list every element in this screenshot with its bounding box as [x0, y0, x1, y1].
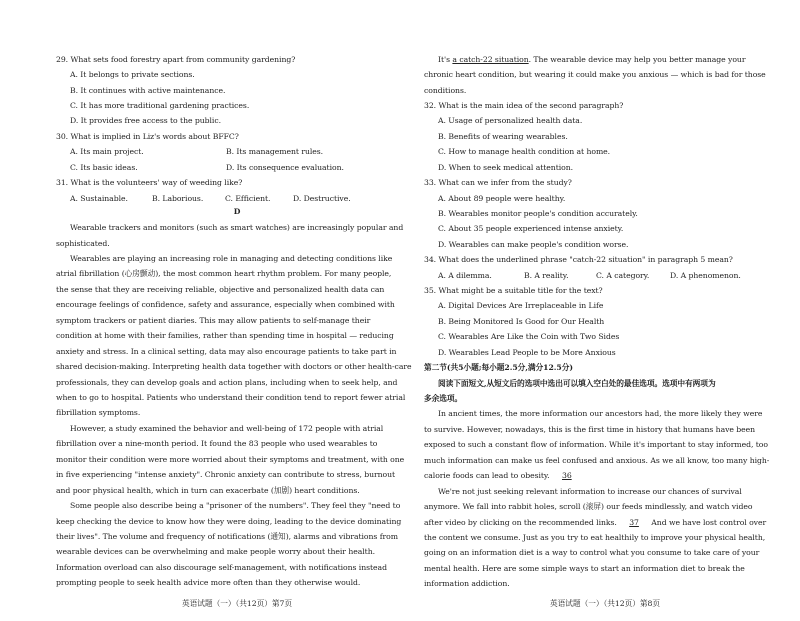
passage-line: Wearables are playing an increasing role in managing and detecting conditions like [70, 254, 393, 263]
q30-option-a: A. Its main project. [70, 147, 144, 156]
q29-option-b: B. It continues with active maintenance. [70, 86, 226, 95]
passage-line: chronic heart condition, but wearing it could make you anxious — which is bad for those [424, 70, 766, 79]
passage-line: keep checking the device to know how they were doing, leading to the device dominating [56, 517, 402, 526]
question-31-stem: 31. What is the volunteers' way of weeding like? [56, 178, 243, 187]
passage-line: Wearable trackers and monitors (such as smart watches) are increasingly popular and [70, 223, 404, 232]
q35-option-c: C. Wearables Are Like the Coin with Two Sides [438, 332, 620, 341]
passage2-line: to survive. However, nowadays, this is the first time in history that humans have been [424, 425, 756, 434]
passage-line: prompting people to seek health advice more often than they otherwise would. [56, 578, 361, 587]
passage2-line: exposed to such a constant flow of information. While it's important to stay informed, too [424, 440, 768, 449]
passage-line: shared decision-making. Interpreting health data together with doctors or other health-care [56, 362, 412, 371]
q35-option-b: B. Being Monitored Is Good for Our Health [438, 317, 605, 326]
q34-option-b: B. A reality. [524, 271, 569, 280]
q32-option-b: B. Benefits of wearing wearables. [438, 132, 568, 141]
section-2-title: 第二节(共5小题;每小题2.5分,满分12.5分) [424, 363, 573, 372]
page-footer-right: 英语试题（一）（共12页）第8页 [550, 599, 660, 608]
passage-line: encourage feelings of confidence, safety and assurance, especially when combined with [56, 300, 395, 309]
section-letter: D [233, 207, 241, 216]
q31-option-d: D. Destructive. [293, 194, 351, 203]
passage-text: It's [438, 55, 453, 64]
passage-text: And we have lost control over [651, 518, 767, 527]
question-29-stem: 29. What sets food forestry apart from community gardening? [56, 55, 296, 64]
question-33-stem: 33. What can we infer from the study? [424, 178, 572, 187]
passage-line: when to go to hospital. Patients who understand their condition tend to report fewer atrial [56, 393, 406, 402]
section-2-instructions: 多余选项。 [424, 394, 463, 403]
passage-line: symptom trackers or patient diaries. This may allow patients to self-manage their [56, 316, 371, 325]
passage-line: anxiety and stress. In a clinical setting, data may also encourage patients to take part in [56, 347, 397, 356]
q32-option-c: C. How to manage health condition at home. [438, 147, 611, 156]
passage2-line: mental health. Here are some simple ways to start an information diet to break the [424, 564, 745, 573]
passage-line: sophisticated. [56, 239, 110, 248]
q35-option-d: D. Wearables Lead People to be More Anxious [438, 348, 616, 357]
q34-option-c: C. A category. [596, 271, 650, 280]
question-30-stem: 30. What is implied in Liz's words about BFFC? [56, 132, 239, 141]
passage2-line: going on an information diet is a way to control what you consume to take care of your [424, 548, 760, 557]
question-35-stem: 35. What might be a suitable title for the text? [424, 286, 603, 295]
q32-option-d: D. When to seek medical attention. [438, 163, 574, 172]
q32-option-a: A. Usage of personalized health data. [438, 116, 583, 125]
page-footer-left: 英语试题（一）（共12页）第7页 [182, 599, 292, 608]
q31-option-a: A. Sustainable. [70, 194, 128, 203]
passage-line: Some people also describe being a "prisoner of the numbers". They feel they "need to [70, 501, 401, 510]
passage-line: However, a study examined the behavior and well-being of 172 people with atrial [70, 424, 384, 433]
passage-line: Information overload can also discourage self-management, with notifications instead [56, 563, 387, 572]
q34-option-a: A. A dilemma. [438, 271, 492, 280]
passage-line: and poor physical health, which in turn can exacerbate (加剧) heart conditions. [56, 486, 360, 495]
passage2-line: We're not just seeking relevant information to increase our chances of survival [438, 487, 742, 496]
q30-option-c: C. Its basic ideas. [70, 163, 138, 172]
section-2-instructions: 阅读下面短文,从短文后的选项中选出可以填入空白处的最佳选项。选项中有两项为 [438, 379, 716, 388]
passage-line: atrial fibrillation (心房颤动), the most common heart rhythm problem. For many people, [56, 269, 392, 278]
q33-option-b: B. Wearables monitor people's condition accurately. [438, 209, 638, 218]
passage-line: fibrillation over a nine-month period. It found the 83 people who used wearables to [56, 439, 378, 448]
passage-line: condition at home with their families, rather than spending time in hospital — reducing [56, 331, 394, 340]
passage-line: in five experiencing "intense anxiety". Chronic anxiety can contribute to stress, burnout [56, 470, 396, 479]
passage2-line [424, 517, 766, 529]
q33-option-c: C. About 35 people experienced intense anxiety. [438, 224, 624, 233]
underlined-phrase: a catch-22 situation [452, 55, 529, 64]
passage-line: their lives". The volume and frequency of notifications (通知), alarms and vibrations from [56, 532, 398, 541]
passage-last-paragraph [438, 54, 745, 66]
passage-text: . The wearable device may help you better manage your [528, 55, 746, 64]
passage-line: monitor their condition were more worried about their symptoms and treatment, with one [56, 455, 405, 464]
q31-option-b: B. Laborious. [152, 194, 204, 203]
q35-option-a: A. Digital Devices Are Irreplaceable in Life [438, 301, 604, 310]
passage-text: after video by clicking on the recommended links. [424, 518, 617, 527]
q30-option-d: D. Its consequence evaluation. [226, 163, 344, 172]
passage2-line: information addiction. [424, 579, 510, 588]
q33-option-d: D. Wearables can make people's condition worse. [438, 240, 629, 249]
q34-option-d: D. A phenomenon. [670, 271, 741, 280]
passage2-line: the content we consume. Just as you try to eat healthily to improve your physical health, [424, 533, 766, 542]
passage2-line: much information can make us feel confused and anxious. As we all know, too many high- [424, 456, 770, 465]
passage-line: wearable devices can be overwhelming and make people worry about their health. [56, 547, 376, 556]
q29-option-a: A. It belongs to private sections. [70, 70, 195, 79]
q30-option-b: B. Its management rules. [226, 147, 324, 156]
blank-36[interactable]: 36 [561, 471, 572, 480]
passage-text: calorie foods can lead to obesity. [424, 471, 550, 480]
passage-line: conditions. [424, 86, 467, 95]
passage-line: fibrillation symptoms. [56, 408, 141, 417]
passage2-line: In ancient times, the more information our ancestors had, the more likely they were [438, 409, 763, 418]
passage-line: the sense that they are receiving reliable, objective and personalized health data can [56, 285, 385, 294]
passage2-line: anymore. We fall into rabbit holes, scroll (滚屏) our feeds mindlessly, and watch video [424, 502, 753, 511]
q33-option-a: A. About 89 people were healthy. [438, 194, 566, 203]
q29-option-d: D. It provides free access to the public. [70, 116, 221, 125]
question-34-stem: 34. What does the underlined phrase "catch-22 situation" in paragraph 5 mean? [424, 255, 733, 264]
q29-option-c: C. It has more traditional gardening practices. [70, 101, 250, 110]
passage2-line [424, 470, 582, 482]
q31-option-c: C. Efficient. [225, 194, 271, 203]
passage-line: professionals, they can develop goals and action plans, including when to seek help, and [56, 378, 398, 387]
question-32-stem: 32. What is the main idea of the second paragraph? [424, 101, 624, 110]
blank-37[interactable]: 37 [629, 518, 639, 527]
